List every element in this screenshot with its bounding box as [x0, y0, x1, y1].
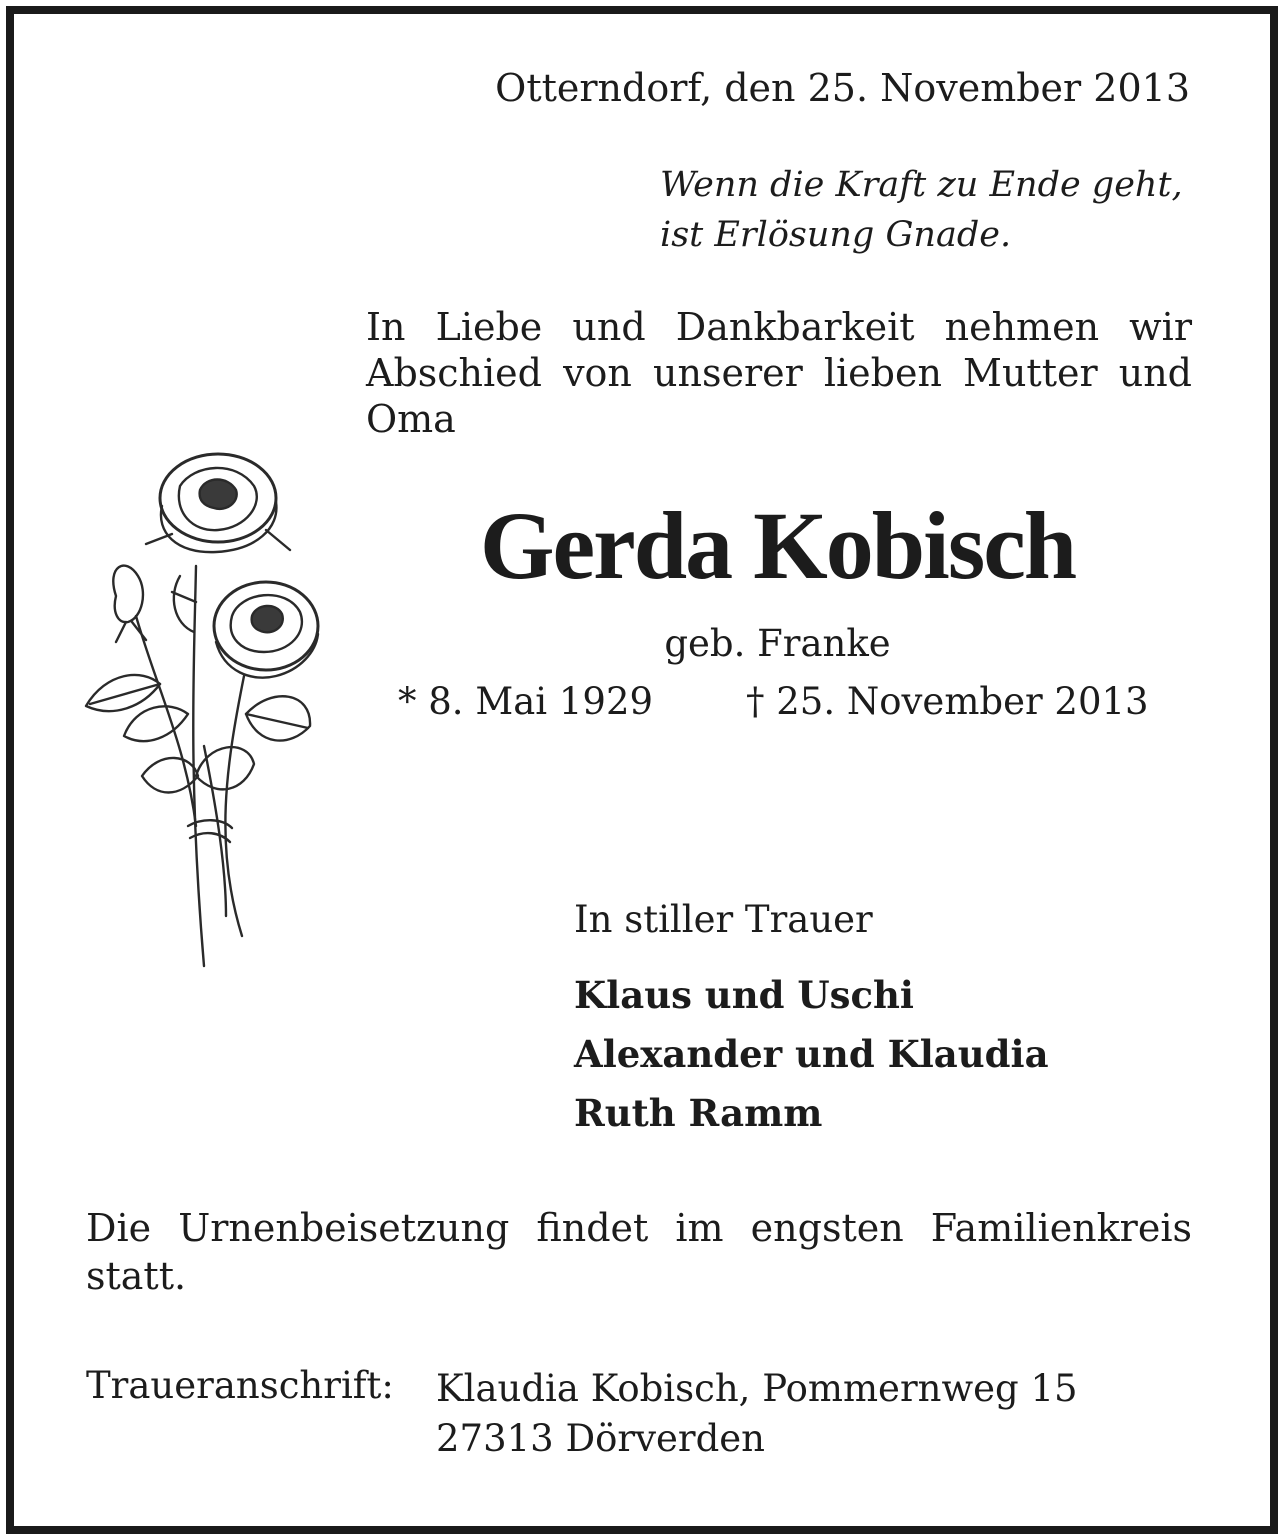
address-line-1: Klaudia Kobisch, Pommernweg 15	[436, 1367, 1078, 1410]
motto-line-2: ist Erlösung Gnade.	[660, 215, 1012, 255]
place-date: Otterndorf, den 25. November 2013	[495, 66, 1190, 110]
intro-text: In Liebe und Dankbarkeit nehmen wir Abschied von unserer lieben Mutter und Oma	[366, 305, 1192, 441]
mourner-list	[574, 966, 1049, 1143]
burial-note: Die Urnenbeisetzung findet im engsten Familienkreis statt.	[86, 1206, 1192, 1298]
mourner-name: Alexander und Klaudia	[574, 1032, 1049, 1076]
deceased-name: Gerda Kobisch	[479, 492, 1076, 599]
death-date: † 25. November 2013	[746, 680, 1149, 723]
mourner-name: Ruth Ramm	[574, 1091, 823, 1135]
mourning-label: In stiller Trauer	[574, 898, 873, 941]
address-line-2: 27313 Dörverden	[436, 1417, 765, 1460]
mourner-name: Klaus und Uschi	[574, 973, 914, 1017]
address-label: Traueranschrift:	[86, 1364, 394, 1407]
motto-line-1: Wenn die Kraft zu Ende geht,	[660, 165, 1183, 205]
motto-quote	[660, 160, 1183, 260]
maiden-name: geb. Franke	[664, 622, 891, 665]
mourning-address	[436, 1364, 1078, 1464]
birth-date: * 8. Mai 1929	[398, 680, 654, 723]
